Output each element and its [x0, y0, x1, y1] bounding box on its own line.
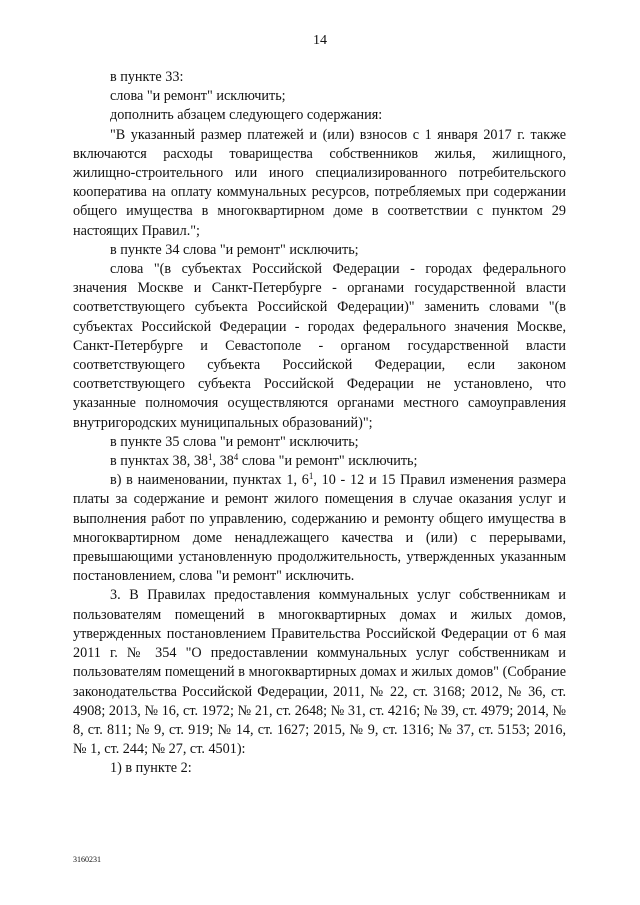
paragraph-text: в) в наименовании, пунктах 1, 6 [110, 472, 309, 489]
superscript: 1 [308, 471, 314, 482]
paragraph: 1) в пункте 2: [110, 760, 192, 777]
paragraph-text: в пунктах 38, 38 [110, 453, 209, 470]
paragraph: 3. В Правилах предоставления коммунальных услуг собственникам и пользователям помещений в многоквартирных домах и жилых домов, утвержденных постановлением Правительства Российской Федерации от 6 мая 2011 г. № 354 "О предоставлении коммунальных услуг собственникам и пользователям помещений в многоквартирных домах и жилых домов" (Собрание законодательства Российской Федерации, 2011, № 22, ст. 3168; 2012, № 36, ст. 4908; 2013, № 16, ст. 1972; № 21, ст. 2648; № 31, ст. 4216; № 39, ст. 4979; 2014, № 8, ст. 811; № 9, ст. 919; № 14, ст. 1627; 2015, № 9, ст. 1316; № 37, ст. 5153; 2016, № 1, ст. 244; № 27, ст. 4501): [73, 587, 566, 758]
paragraph-text: слова "и ремонт" исключить; [238, 453, 418, 470]
paragraph-text: , 38 [212, 453, 234, 470]
paragraph: слова "(в субъектах Российской Федерации - городах федерального значения Москве и Санкт-Петербурге - органами государственной власти соответствующего субъекта Российской Федерации)" заменить словами "(в субъектах Российской Федерации - городах федерального значения Москве, Санкт-Петербурге и Севастополе - органом государственной власти соответствующего субъекта Российской Федерации, если законом соответствующего субъекта Российской Федерации не установлено, что указанные полномочия осуществляются органами местного самоуправления внутригородских муниципальных образований)"; [73, 261, 566, 431]
paragraph-text: , 10 - 12 и 15 Правил изменения размера платы за содержание и ремонт жилого помещения в случае оказания услуг и выполнения работ по управлению, содержанию и ремонту общего имущества в многоквартирном доме ненадлежащего качества и (или) с перерывами, превышающими установленную продолжительность, утвержденных указанным постановлением, слова "и ремонт" исключить. [73, 472, 566, 585]
paragraph: "В указанный размер платежей и (или) взносов с 1 января 2017 г. также включаются расходы товарищества собственников жилья, жилищного, жилищно-строительного или иного специализированного потребительского кооператива на оплату коммунальных ресурсов, потребляемых при содержании общего имущества в многоквартирном доме в соответствии с пунктом 29 настоящих Правил."; [73, 126, 566, 239]
superscript: 4 [233, 452, 239, 463]
paragraph: в пункте 35 слова "и ремонт" исключить; [110, 433, 359, 450]
paragraph: в пункте 33: [110, 69, 184, 85]
paragraph: дополнить абзацем следующего содержания: [110, 107, 383, 124]
page-number: 14 [313, 33, 327, 48]
paragraph: слова "и ремонт" исключить; [110, 88, 286, 105]
paragraph: в пункте 34 слова "и ремонт" исключить; [110, 241, 359, 258]
document-body [73, 68, 566, 779]
paragraph [73, 471, 566, 586]
superscript: 1 [208, 452, 213, 463]
document-code: 3160231 [73, 855, 101, 864]
paragraph [73, 452, 566, 471]
